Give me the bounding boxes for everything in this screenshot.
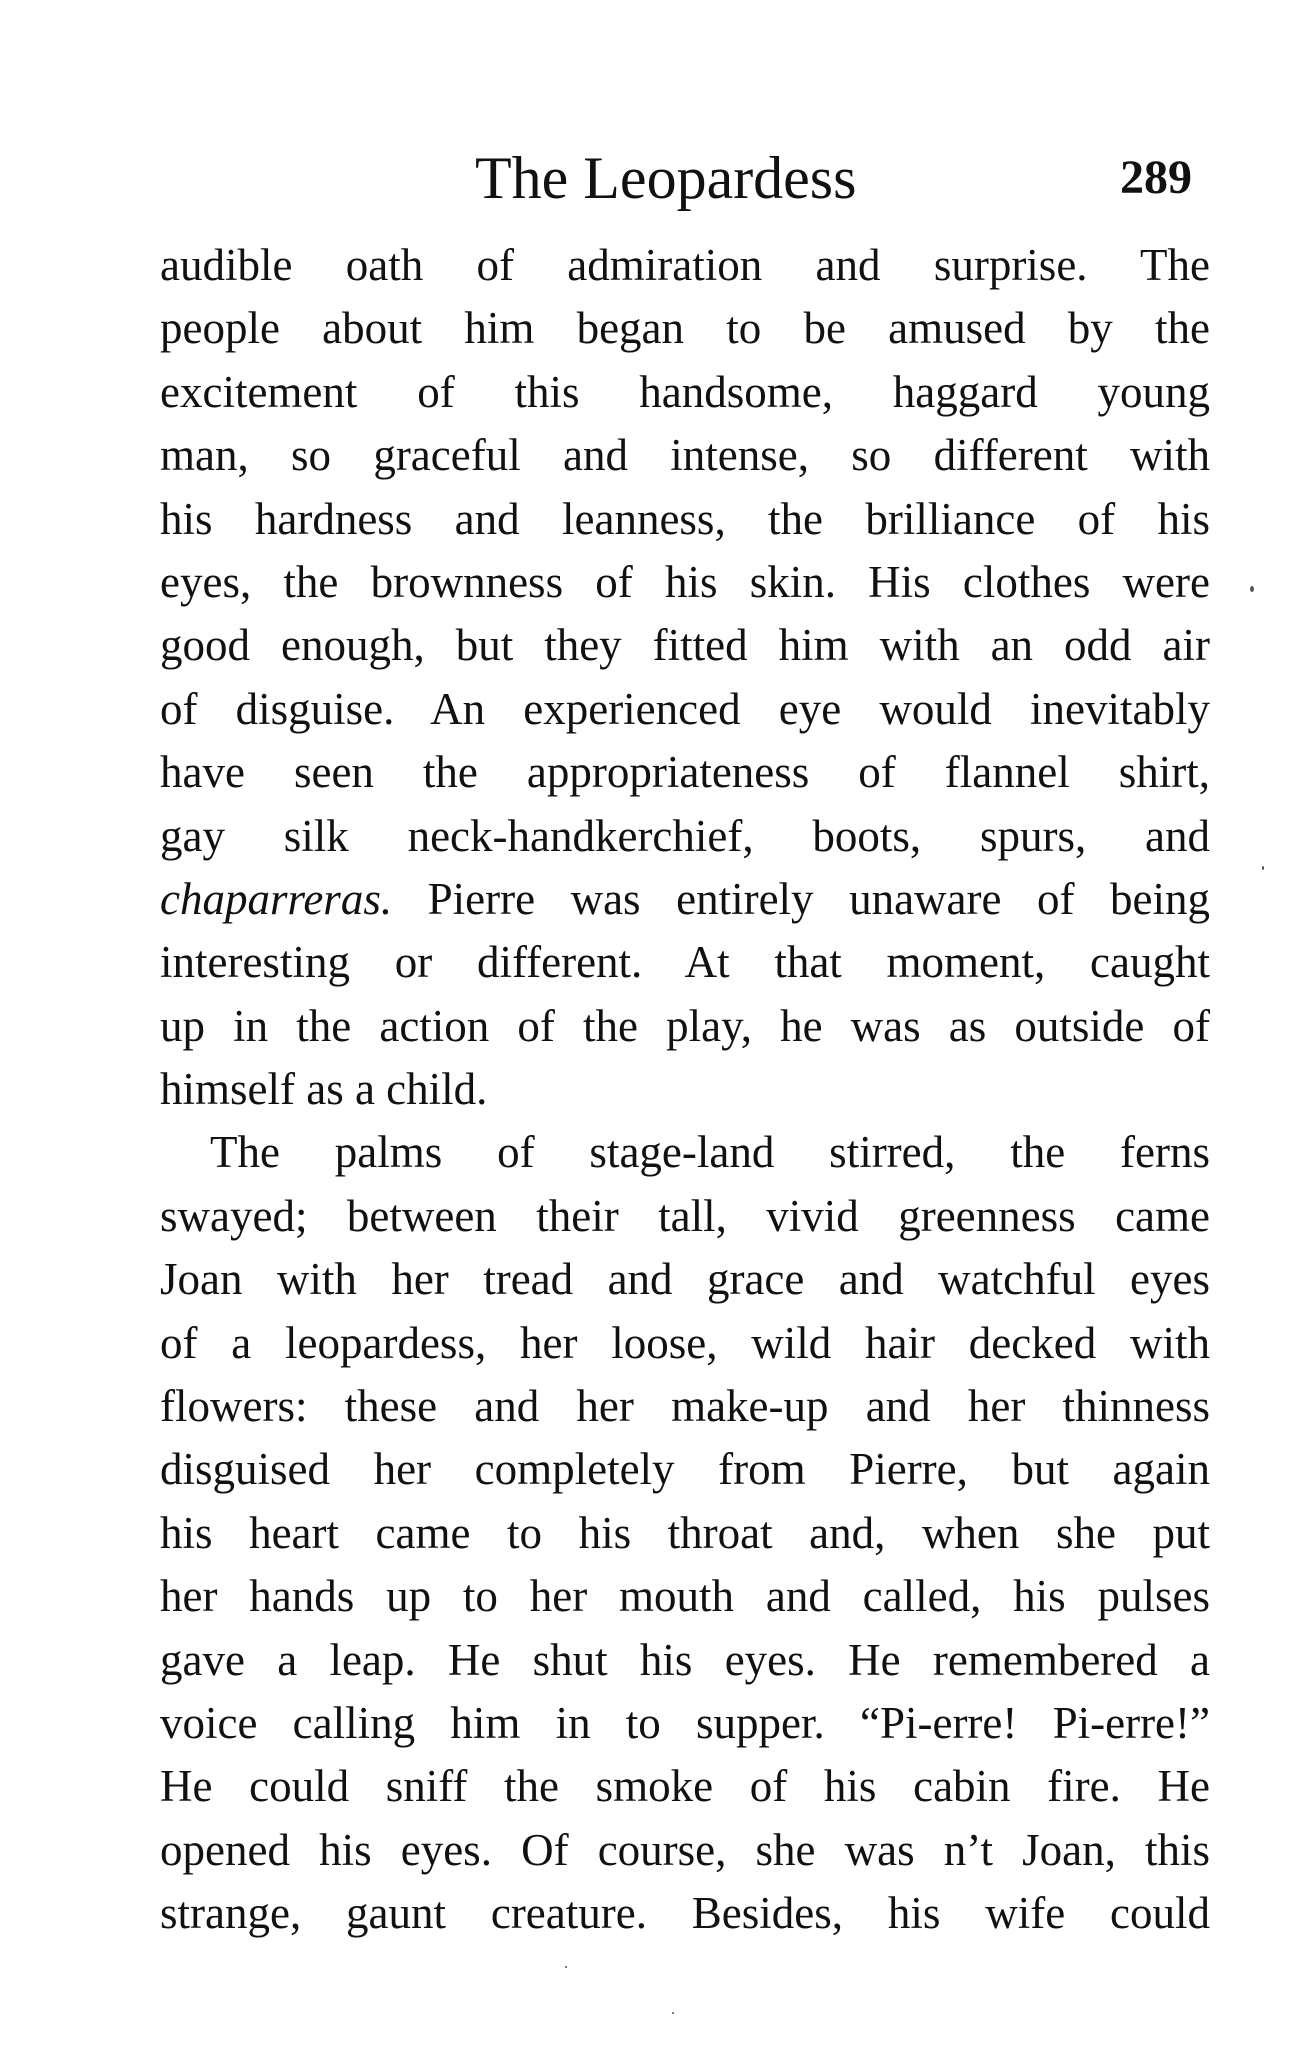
page-number: 289 xyxy=(1120,151,1192,204)
text-line: disguised her completely from Pierre, but again xyxy=(160,1444,1210,1495)
text-line: He could sniff the smoke of his cabin fire. He xyxy=(160,1761,1210,1812)
text-line: his heart came to his throat and, when she put xyxy=(160,1507,1210,1558)
text-line: up in the action of the play, he was as outside of xyxy=(160,1000,1210,1051)
running-title: The Leopardess xyxy=(475,145,857,211)
scan-speck xyxy=(1250,586,1254,592)
text-line: her hands up to her mouth and called, his pulses xyxy=(160,1571,1210,1622)
text-line: voice calling him in to supper. “Pi-erre! Pi-erre!” xyxy=(160,1697,1210,1748)
text-line: interesting or different. At that moment, caught xyxy=(160,937,1210,988)
text-line: excitement of this handsome, haggard young xyxy=(160,366,1210,417)
text-line: his hardness and leanness, the brilliance of his xyxy=(160,493,1210,544)
italic-term: chaparreras. xyxy=(160,873,393,924)
scan-speck xyxy=(1262,866,1264,870)
text-segment: Pierre was entirely unaware of being xyxy=(427,873,1210,924)
page-header xyxy=(0,138,1309,218)
text-line: good enough, but they fitted him with an odd air xyxy=(160,620,1210,671)
text-line: of disguise. An experienced eye would inevitably xyxy=(160,683,1210,734)
text-line: Joan with her tread and grace and watchful eyes xyxy=(160,1254,1210,1305)
text-line: audible oath of admiration and surprise. The xyxy=(160,240,1210,290)
body-text xyxy=(160,234,1210,2009)
text-line: flowers: these and her make-up and her thinness xyxy=(160,1381,1210,1432)
text-line: The palms of stage-land stirred, the ferns xyxy=(210,1127,1210,1178)
text-line: swayed; between their tall, vivid greenness came xyxy=(160,1190,1210,1241)
text-line xyxy=(160,1946,1210,2009)
text-line: gay silk neck-handkerchief, boots, spurs, and xyxy=(160,810,1210,861)
text-line: people about him began to be amused by the xyxy=(160,303,1210,354)
scan-speck xyxy=(672,2012,674,2014)
scan-speck xyxy=(565,1966,567,1968)
text-line: man, so graceful and intense, so different with xyxy=(160,430,1210,481)
text-line: eyes, the brownness of his skin. His clothes were xyxy=(160,556,1210,607)
text-line xyxy=(160,868,1210,931)
text-line: himself as a child. xyxy=(160,1064,488,1115)
text-line: opened his eyes. Of course, she was n’t Joan, this xyxy=(160,1824,1210,1875)
text-line: strange, gaunt creature. Besides, his wife could xyxy=(160,1888,1210,1939)
text-line: gave a leap. He shut his eyes. He remembered a xyxy=(160,1634,1210,1685)
text-line: have seen the appropriateness of flannel shirt, xyxy=(160,747,1210,798)
text-line: of a leopardess, her loose, wild hair decked with xyxy=(160,1317,1210,1368)
